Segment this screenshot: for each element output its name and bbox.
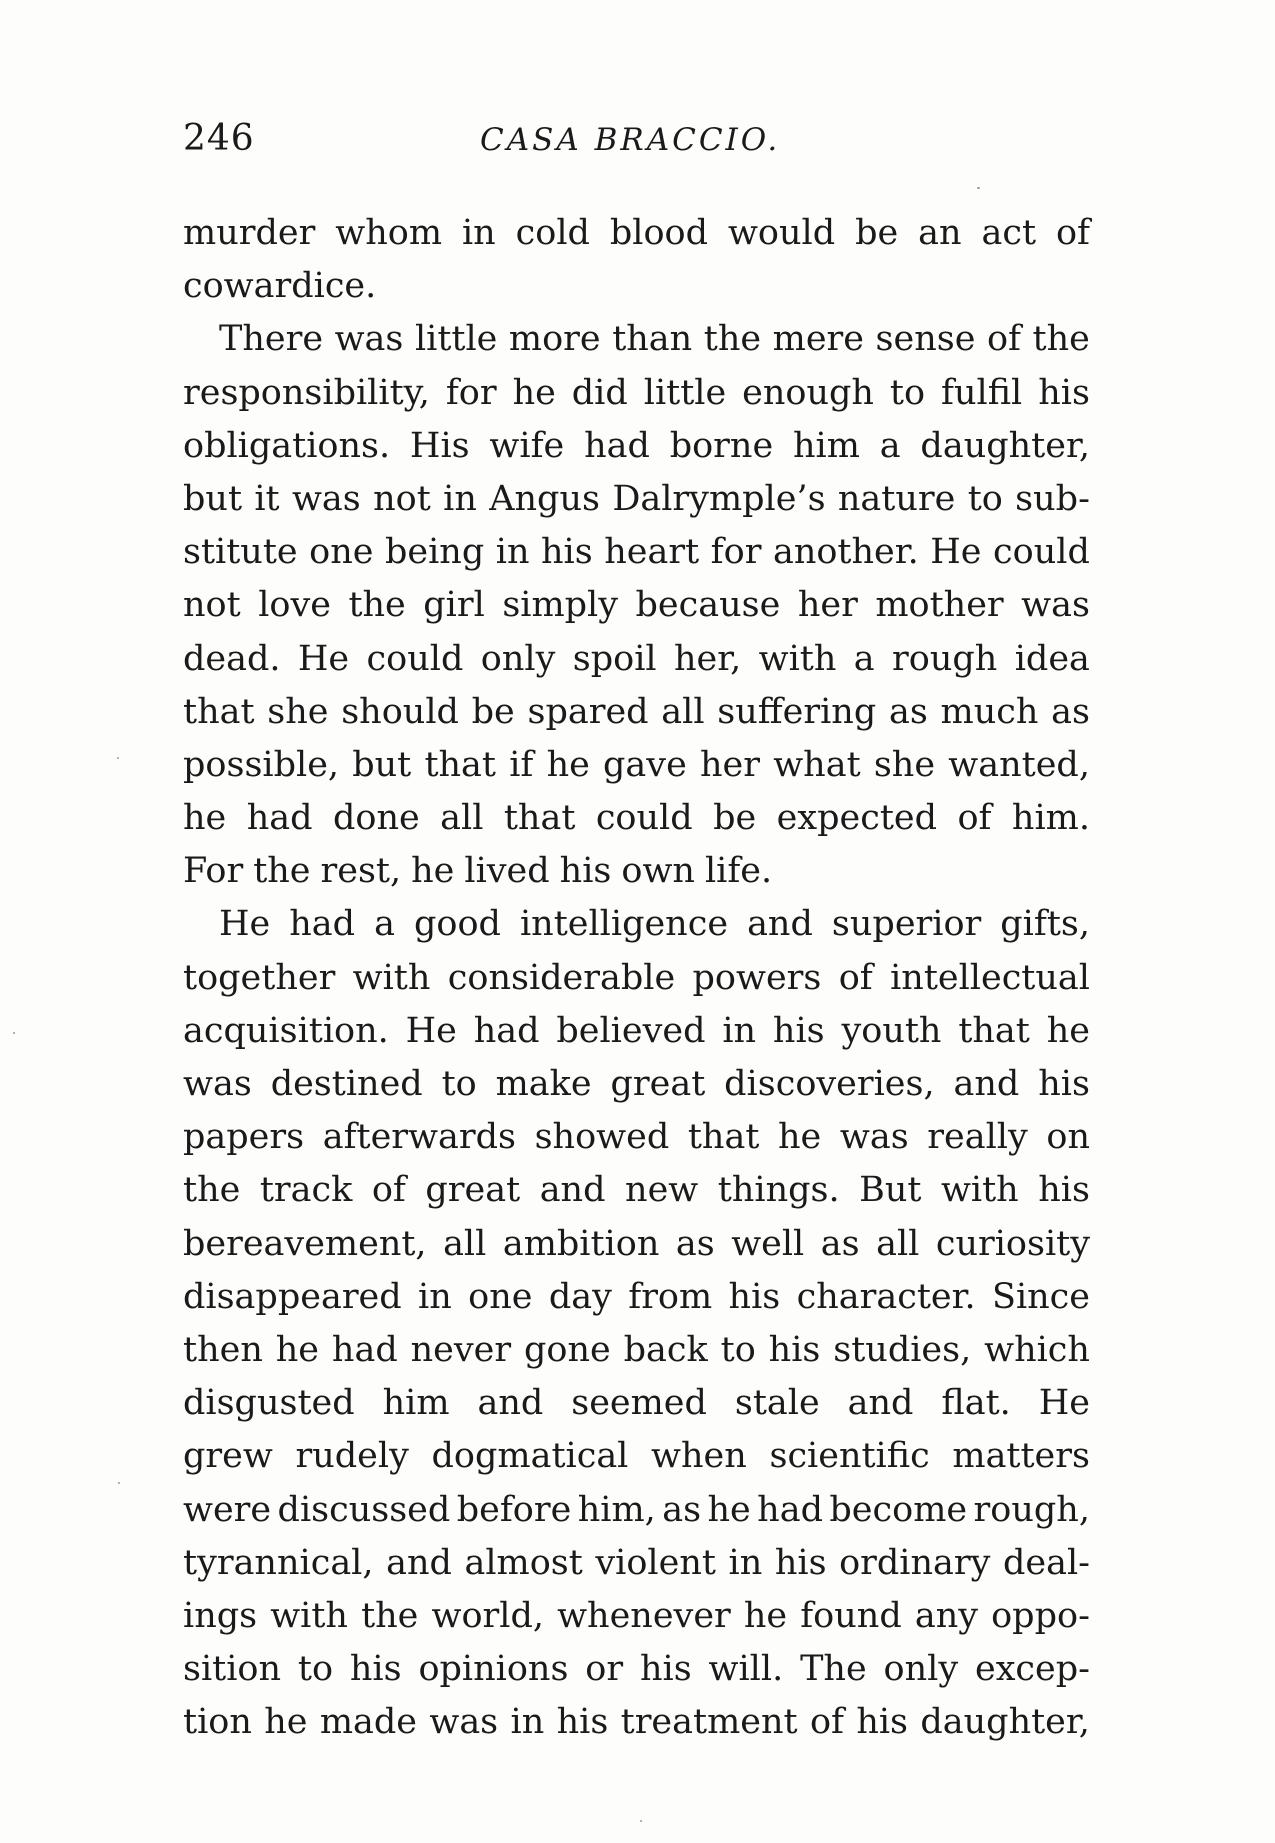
word: his	[541, 532, 593, 573]
text-line	[183, 845, 1090, 898]
word: great	[425, 1170, 521, 1211]
word: Dalrymple’s	[612, 478, 826, 519]
text-line	[183, 526, 1090, 579]
word: to	[441, 1064, 477, 1104]
word: rudely	[295, 1436, 409, 1477]
word: mere	[772, 319, 864, 360]
word: not	[183, 585, 241, 626]
word: that	[958, 1010, 1030, 1051]
word: and	[747, 904, 813, 945]
word: He	[930, 532, 982, 573]
word: was	[334, 319, 404, 360]
word: had	[331, 1329, 398, 1370]
word: that	[687, 1117, 760, 1158]
word: only	[883, 1649, 959, 1690]
word: his	[349, 1649, 402, 1690]
word: an	[918, 213, 962, 253]
word: little	[414, 319, 498, 360]
word: with	[940, 1170, 1019, 1211]
word: was	[183, 1064, 252, 1104]
word: great	[610, 1064, 706, 1104]
word: Angus	[489, 478, 600, 519]
word: be	[713, 798, 757, 839]
word: stale	[734, 1383, 820, 1424]
word: For	[183, 851, 244, 892]
word: well	[731, 1223, 805, 1264]
word: he	[264, 1702, 308, 1743]
word: the	[253, 851, 311, 892]
word: as	[675, 1223, 715, 1264]
word: as	[662, 1489, 702, 1530]
word: ordinary	[839, 1542, 991, 1583]
word: his	[728, 1276, 781, 1317]
word: suffering	[717, 691, 877, 732]
word: he	[1046, 1010, 1090, 1051]
text-line	[183, 1377, 1090, 1430]
word: believed	[556, 1010, 706, 1051]
word: for	[445, 372, 497, 413]
text-line	[183, 420, 1090, 473]
word: sub-	[1015, 478, 1090, 519]
word: expected	[776, 798, 938, 839]
word: then	[183, 1329, 263, 1370]
word: never	[410, 1329, 512, 1370]
word: his	[774, 1542, 827, 1583]
word: act	[981, 213, 1037, 253]
word: rest,	[320, 851, 402, 892]
word: were	[183, 1489, 272, 1530]
word: his	[556, 1702, 609, 1743]
word: one	[309, 532, 374, 573]
word: his	[856, 1702, 909, 1743]
word: powers	[692, 957, 822, 998]
text-line	[183, 1537, 1090, 1590]
word: But	[859, 1170, 922, 1211]
word: and	[477, 1383, 544, 1424]
word: had	[584, 425, 650, 466]
word: papers	[183, 1117, 305, 1158]
word: His	[409, 425, 470, 466]
word: had	[757, 1489, 823, 1530]
text-line	[183, 1218, 1090, 1271]
word: could	[595, 798, 693, 839]
word: track	[259, 1170, 353, 1211]
word: to	[297, 1649, 334, 1690]
word: discoveries,	[724, 1064, 935, 1104]
word: he	[778, 1117, 822, 1158]
word: more	[508, 319, 601, 360]
word: him,	[577, 1489, 656, 1530]
word: before	[456, 1489, 572, 1530]
word: what	[773, 744, 861, 785]
word: discussed	[277, 1489, 451, 1530]
word: his	[559, 851, 612, 892]
word: disappeared	[183, 1276, 402, 1317]
word: of	[371, 1170, 406, 1211]
word: in	[728, 1542, 763, 1583]
word: day	[548, 1276, 612, 1317]
word: the	[348, 585, 406, 626]
scan-speck	[13, 1032, 15, 1034]
word: a	[879, 425, 901, 466]
word: ambition	[502, 1223, 660, 1264]
text-line	[183, 473, 1090, 526]
word: heart	[604, 532, 700, 573]
word: with	[758, 638, 837, 679]
word: her	[700, 744, 760, 785]
text-line	[183, 1430, 1090, 1483]
word: enough	[742, 372, 874, 413]
word: flat.	[941, 1383, 1011, 1424]
word: was	[291, 478, 361, 519]
word: love	[258, 585, 331, 626]
word: of	[809, 1702, 844, 1743]
word: The	[800, 1649, 867, 1690]
text-line	[183, 952, 1090, 1005]
word: not	[373, 478, 431, 519]
word: being	[384, 532, 485, 573]
text-line	[183, 207, 1090, 260]
word: had	[473, 1010, 540, 1051]
word: it	[254, 478, 280, 519]
text-line	[183, 686, 1090, 739]
text-line	[183, 1484, 1090, 1537]
word: all	[876, 1223, 920, 1264]
page-number: 246	[183, 118, 255, 159]
word: in	[722, 1010, 757, 1051]
word: destined	[270, 1064, 423, 1104]
word: He	[405, 1010, 457, 1051]
word: wanted,	[948, 744, 1090, 785]
word: he	[183, 798, 227, 839]
word: He	[219, 904, 271, 945]
word: her	[797, 585, 858, 626]
word: really	[927, 1117, 1028, 1158]
word: treatment	[620, 1702, 798, 1743]
text-line	[183, 260, 1090, 313]
word: fulfil	[941, 372, 1023, 413]
word: possible,	[183, 744, 340, 785]
word: with	[352, 957, 431, 998]
word: he	[546, 744, 590, 785]
word: gave	[603, 744, 687, 785]
word: ings	[183, 1595, 258, 1636]
word: character.	[796, 1276, 976, 1317]
text-line	[183, 313, 1090, 366]
word: in	[495, 532, 530, 573]
word: spoil	[572, 638, 657, 679]
word: violent	[595, 1542, 716, 1583]
word: spared	[527, 691, 649, 732]
word: as	[1051, 691, 1090, 732]
word: with	[270, 1595, 348, 1636]
word: a	[853, 638, 875, 679]
word: rough	[892, 638, 998, 679]
word: scientific	[769, 1436, 930, 1477]
word: acquisition.	[183, 1010, 389, 1051]
word: He	[297, 638, 350, 679]
word: she	[873, 744, 936, 785]
word: she	[267, 691, 329, 732]
word: because	[635, 585, 781, 626]
text-line	[183, 739, 1090, 792]
word: own	[621, 851, 695, 892]
body-text	[183, 207, 1090, 1749]
word: little	[643, 372, 727, 413]
word: matters	[952, 1436, 1090, 1477]
word: in	[461, 213, 496, 253]
word: did	[571, 372, 628, 413]
word: on	[1046, 1117, 1090, 1158]
word: found	[800, 1595, 902, 1636]
word: would	[727, 213, 836, 253]
word: world,	[431, 1595, 544, 1636]
word: that	[424, 744, 496, 785]
word: obligations.	[183, 425, 391, 466]
word: lived	[464, 851, 550, 892]
word: whenever	[557, 1595, 731, 1636]
word: him	[792, 425, 860, 466]
word: considerable	[447, 957, 676, 998]
word: make	[495, 1064, 592, 1104]
word: another.	[772, 532, 919, 573]
word: intellectual	[890, 957, 1090, 998]
word: dead.	[183, 638, 281, 679]
word: or	[585, 1649, 624, 1690]
word: him.	[1011, 798, 1090, 839]
word: disgusted	[183, 1383, 355, 1424]
word: him	[382, 1383, 450, 1424]
word: dogmatical	[431, 1436, 629, 1477]
word: daughter,	[920, 1702, 1090, 1743]
text-line	[183, 1164, 1090, 1217]
word: and	[539, 1170, 606, 1211]
word: be	[855, 213, 899, 253]
word: had	[246, 798, 313, 839]
word: he	[411, 851, 455, 892]
text-line	[183, 1271, 1090, 1324]
word: excep-	[974, 1649, 1090, 1690]
word: responsibility,	[183, 372, 430, 413]
word: only	[480, 638, 556, 679]
word: almost	[464, 1542, 583, 1583]
word: one	[468, 1276, 533, 1317]
word: as	[820, 1223, 860, 1264]
word: for	[710, 532, 762, 573]
word: much	[940, 691, 1039, 732]
word: he	[707, 1489, 751, 1530]
text-line	[183, 1324, 1090, 1377]
word: become	[829, 1489, 968, 1530]
word: good	[414, 904, 501, 945]
word: done	[332, 798, 420, 839]
word: will.	[708, 1649, 784, 1690]
word: of	[986, 319, 1021, 360]
word: simply	[502, 585, 619, 626]
word: his	[1038, 372, 1090, 413]
word: things.	[717, 1170, 840, 1211]
word: blood	[609, 213, 709, 253]
word: her,	[673, 638, 742, 679]
word: and	[386, 1542, 452, 1583]
word: his	[1038, 1170, 1090, 1211]
text-line	[183, 792, 1090, 845]
word: in	[510, 1702, 545, 1743]
scan-speck	[118, 1482, 120, 1484]
word: borne	[669, 425, 774, 466]
word: gifts,	[1000, 904, 1090, 945]
word: he	[512, 372, 556, 413]
word: be	[471, 691, 515, 732]
word: deal-	[1002, 1542, 1090, 1583]
word: nature	[837, 478, 956, 519]
word: but	[352, 744, 412, 785]
word: life.	[704, 851, 773, 892]
word: when	[651, 1436, 747, 1477]
word: rough,	[973, 1489, 1090, 1530]
word: Since	[991, 1276, 1090, 1317]
word: bereavement,	[183, 1223, 427, 1264]
word: had	[289, 904, 356, 945]
scan-speck	[117, 757, 119, 759]
word: tyrannical,	[183, 1542, 374, 1583]
running-title: CASA BRACCIO.	[480, 122, 781, 158]
word: showed	[534, 1117, 670, 1158]
word: There	[219, 319, 324, 360]
word: the	[703, 319, 762, 360]
word: daughter,	[920, 425, 1090, 466]
word: was	[429, 1702, 499, 1743]
word: all	[661, 691, 705, 732]
word: his	[772, 1010, 825, 1051]
word: He	[1038, 1383, 1090, 1424]
word: that	[503, 798, 576, 839]
word: whom	[335, 213, 443, 253]
word: than	[612, 319, 693, 360]
word: new	[625, 1170, 699, 1211]
word: tion	[183, 1702, 252, 1743]
word: all	[443, 1223, 487, 1264]
word: which	[984, 1329, 1090, 1370]
word: was	[1021, 585, 1090, 626]
text-line	[183, 633, 1090, 686]
word: girl	[423, 585, 485, 626]
word: superior	[831, 904, 982, 945]
word: as	[888, 691, 928, 732]
word: afterwards	[322, 1117, 516, 1158]
word: youth	[841, 1010, 942, 1051]
word: in	[418, 1276, 452, 1317]
text-line	[183, 579, 1090, 632]
word: sense	[875, 319, 976, 360]
word: murder	[183, 213, 316, 253]
word: in	[443, 478, 477, 519]
word: idea	[1014, 638, 1090, 679]
word: his	[1038, 1064, 1090, 1104]
word: to	[967, 478, 1003, 519]
word: he	[275, 1329, 320, 1370]
word: if	[509, 744, 534, 785]
word: studies,	[833, 1329, 972, 1370]
word: intelligence	[519, 904, 729, 945]
word: cold	[515, 213, 590, 253]
word: the	[183, 1170, 241, 1211]
word: and	[847, 1383, 914, 1424]
text-line	[183, 1643, 1090, 1696]
word: was	[839, 1117, 909, 1158]
scan-speck	[977, 187, 980, 189]
text-line	[183, 1005, 1090, 1058]
word: cowardice.	[183, 266, 377, 307]
word: his	[768, 1329, 821, 1370]
word: curiosity	[935, 1223, 1090, 1264]
word: of	[957, 798, 992, 839]
scan-speck	[640, 1820, 642, 1822]
word: to	[889, 372, 926, 413]
word: oppo-	[991, 1595, 1090, 1636]
word: mother	[875, 585, 1004, 626]
word: all	[440, 798, 484, 839]
word: of	[838, 957, 873, 998]
word: opinions	[418, 1649, 569, 1690]
word: could	[366, 638, 464, 679]
word: to	[720, 1329, 756, 1370]
word: stitute	[183, 532, 298, 573]
word: made	[319, 1702, 418, 1743]
word: of	[1055, 213, 1090, 253]
text-line	[183, 367, 1090, 420]
word: wife	[489, 425, 565, 466]
text-line	[183, 898, 1090, 951]
word: his	[639, 1649, 692, 1690]
word: back	[623, 1329, 708, 1370]
page-header	[183, 118, 1090, 168]
word: the	[1032, 319, 1090, 360]
word: grew	[183, 1436, 273, 1477]
word: together	[183, 957, 336, 998]
word: that	[183, 691, 255, 732]
word: the	[361, 1595, 419, 1636]
word: sition	[183, 1649, 282, 1690]
word: should	[341, 691, 459, 732]
word: could	[993, 532, 1090, 573]
word: seemed	[571, 1383, 707, 1424]
word: gone	[524, 1329, 611, 1370]
text-line	[183, 1111, 1090, 1164]
text-line	[183, 1696, 1090, 1749]
text-line	[183, 1590, 1090, 1643]
word: he	[743, 1595, 788, 1636]
word: any	[914, 1595, 979, 1636]
word: from	[628, 1276, 713, 1317]
word: a	[374, 904, 395, 945]
word: and	[953, 1064, 1020, 1104]
word: but	[183, 478, 243, 519]
text-line	[183, 1058, 1090, 1111]
